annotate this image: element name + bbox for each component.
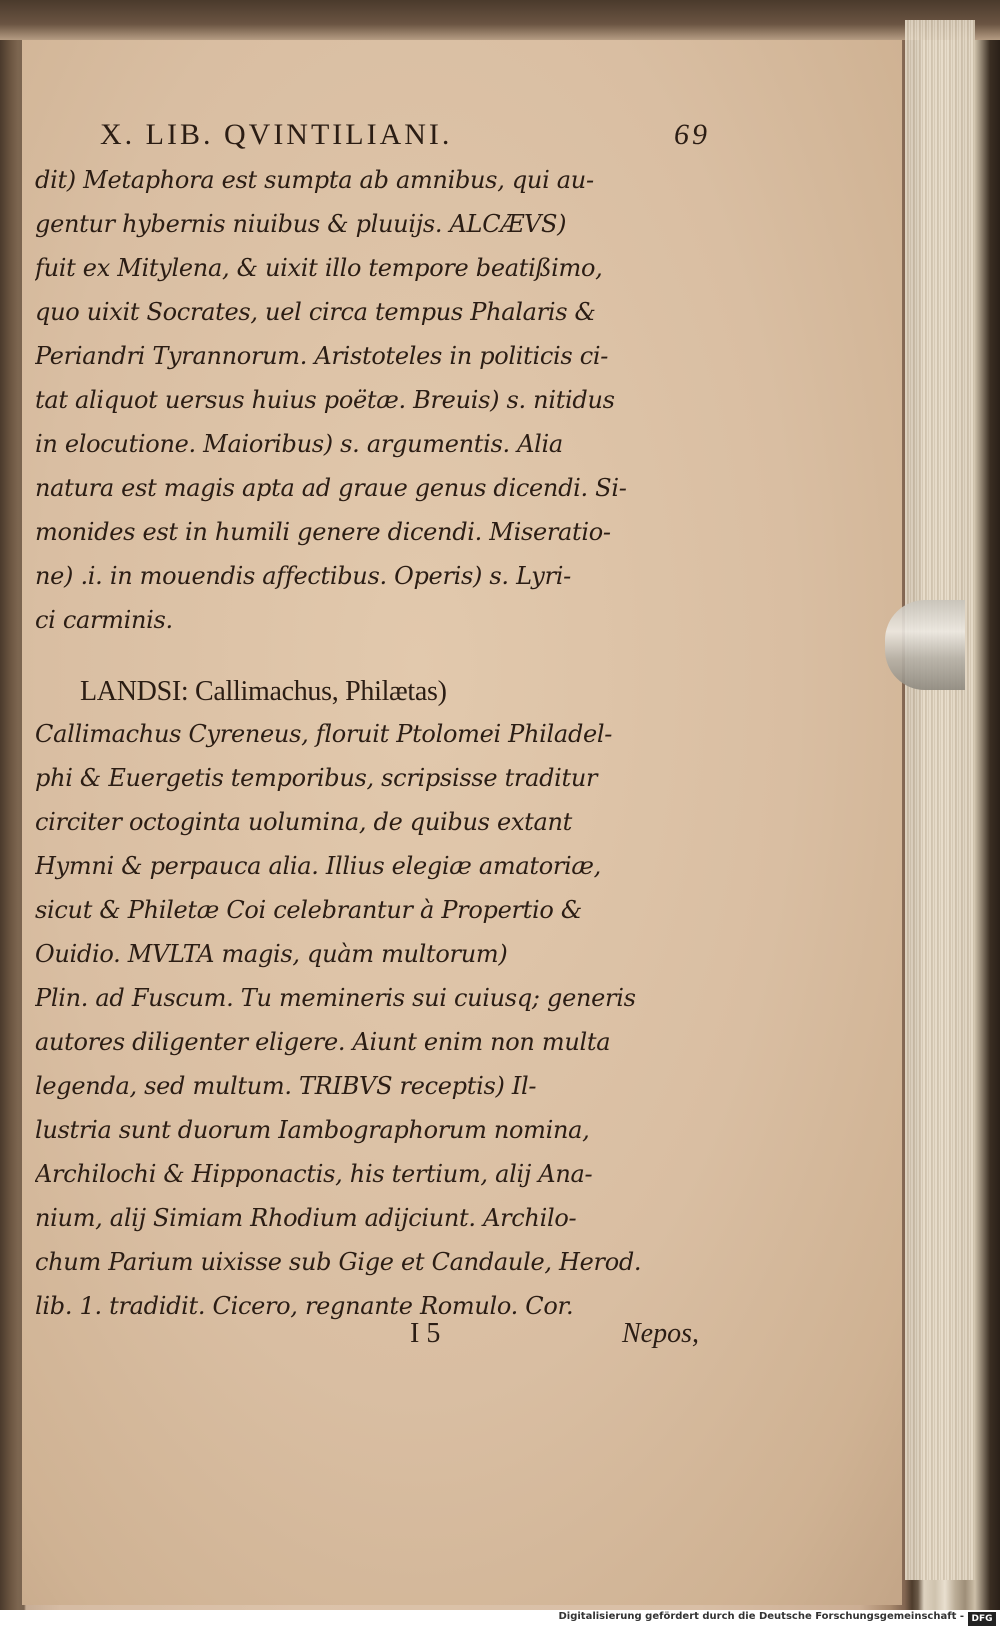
text-line: Ouidio. MVLTA magis, quàm multorum) xyxy=(35,940,508,968)
text-line: dit) Metaphora est sumpta ab amnibus, qui au- xyxy=(35,166,594,194)
running-head xyxy=(100,118,710,158)
text-line: lib. 1. tradidit. Cicero, regnante Romulo. Cor. xyxy=(35,1292,574,1320)
text-line: sicut & Philetæ Coi celebrantur à Propertio & xyxy=(35,896,582,924)
text-line: ne) .i. in mouendis affectibus. Operis) s. Lyri- xyxy=(35,562,571,590)
text-line: quo uixit Socrates, uel circa tempus Phalaris & xyxy=(35,298,596,326)
page-number: 69 xyxy=(674,118,710,151)
text-line: gentur hybernis niuibus & pluuijs. ALCÆVS) xyxy=(35,210,567,238)
text-line: ci carminis. xyxy=(35,606,173,634)
text-line: chum Parium uixisse sub Gige et Candaule, Herod. xyxy=(35,1248,642,1276)
running-head-title: X. LIB. QVINTILIANI. xyxy=(100,118,453,151)
dfg-logo: DFG xyxy=(968,1612,996,1626)
text-line: Periandri Tyrannorum. Aristoteles in politicis ci- xyxy=(35,342,609,370)
text-line: Callimachus Cyreneus, floruit Ptolomei Philadel- xyxy=(35,720,613,748)
catchword: Nepos, xyxy=(622,1318,699,1349)
text-line: monides est in humili genere dicendi. Miseratio- xyxy=(35,518,611,546)
text-line: autores diligenter eligere. Aiunt enim non multa xyxy=(35,1028,611,1056)
text-line: circiter octoginta uolumina, de quibus extant xyxy=(35,808,572,836)
signature-mark: I 5 xyxy=(410,1318,441,1349)
text-line: Plin. ad Fuscum. Tu memineris sui cuiusq; generis xyxy=(35,984,636,1012)
page-fore-edge xyxy=(905,20,975,1580)
text-line: fuit ex Mitylena, & uixit illo tempore beatißimo, xyxy=(35,254,603,282)
text-line: lustria sunt duorum Iambographorum nomina, xyxy=(35,1116,590,1144)
text-line: phi & Euergetis temporibus, scripsisse traditur xyxy=(35,764,598,792)
text-line: in elocutione. Maioribus) s. argumentis. Alia xyxy=(35,430,563,458)
text-line: nium, alij Simiam Rhodium adijciunt. Archilo- xyxy=(35,1204,577,1232)
text-line: LANDSI: Callimachus, Philætas) xyxy=(80,676,447,707)
book-top-edge xyxy=(0,0,1000,40)
digitization-footer xyxy=(0,1610,1000,1628)
text-line: natura est magis apta ad graue genus dicendi. Si- xyxy=(35,474,627,502)
text-line: Archilochi & Hipponactis, his tertium, alij Ana- xyxy=(35,1160,593,1188)
page-clip xyxy=(885,600,965,690)
text-line: legenda, sed multum. TRIBVS receptis) Il- xyxy=(35,1072,537,1100)
text-line: tat aliquot uersus huius poëtæ. Breuis) s. nitidus xyxy=(35,386,615,414)
footer-credit: Digitalisierung gefördert durch die Deutsche Forschungsgemeinschaft - xyxy=(558,1611,964,1622)
text-line: Hymni & perpauca alia. Illius elegiæ amatoriæ, xyxy=(35,852,601,880)
